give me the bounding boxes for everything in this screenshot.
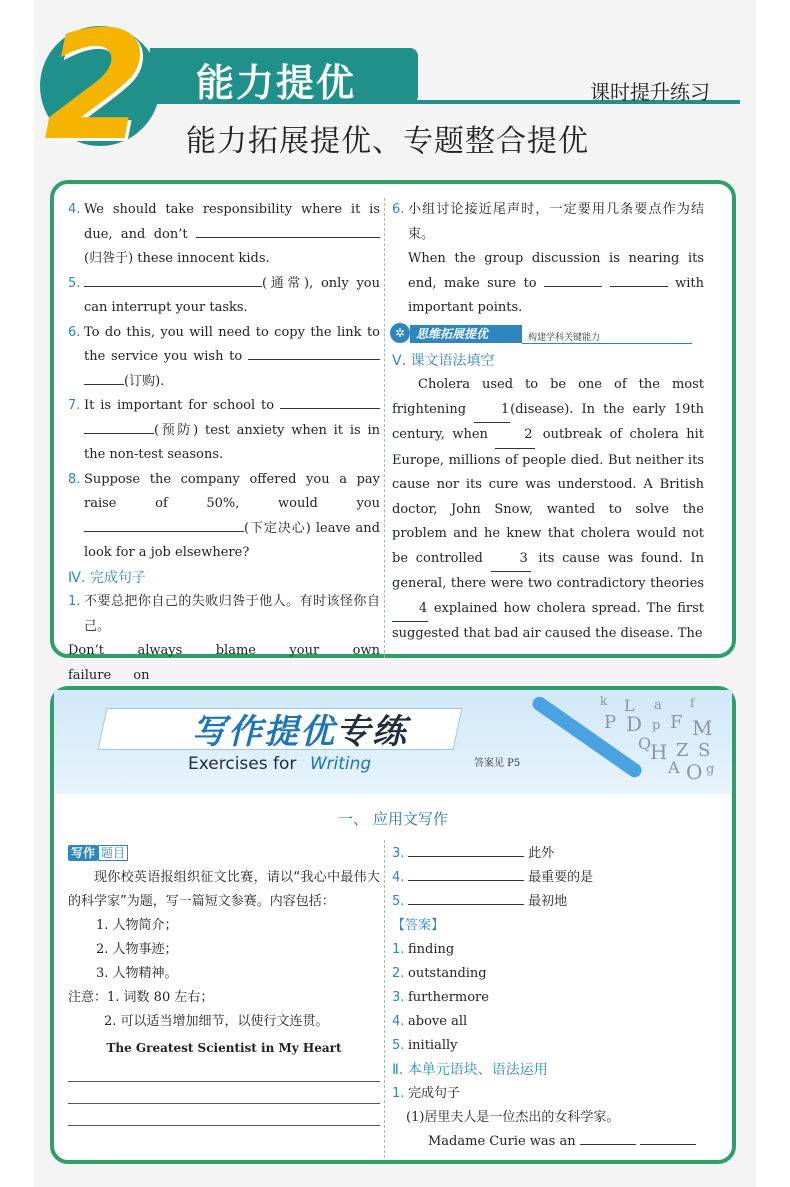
question-6-right [392, 198, 704, 247]
question-number: 8. [68, 471, 81, 487]
numbered-blank[interactable]: 2 [495, 423, 535, 449]
question-translation: When the group discussion is nearing its end, make sure to with important points. [408, 251, 704, 315]
content-item: 3. 人物精神。 [96, 966, 178, 981]
answer-label: 【答案】 [392, 918, 445, 933]
fill-item [392, 842, 712, 866]
question-6 [68, 321, 380, 395]
answer-item [392, 1010, 712, 1034]
left-column [68, 198, 380, 688]
content-item: 1. 人物简介； [96, 918, 178, 933]
question-number: 7. [68, 398, 81, 413]
cut-line: Don’t always blame your own failure on [68, 643, 380, 683]
item-number: 1. [392, 942, 405, 957]
fill-item [392, 890, 712, 914]
answer-blank[interactable] [580, 1131, 636, 1145]
question-4 [68, 198, 380, 272]
answer-blank[interactable] [640, 1131, 696, 1145]
question-text: 小组讨论接近尾声时，一定要用几条要点作为结束。 [408, 202, 704, 242]
note-1: 注意：1. 词数 80 左右； [68, 990, 214, 1005]
answer-text: finding [408, 942, 455, 957]
question-number: 6. [392, 202, 405, 217]
column-divider [384, 198, 385, 658]
answer-blank[interactable] [84, 518, 244, 532]
answer-blank[interactable] [196, 224, 380, 238]
writing-prompt: 现你校英语报组织征文比赛，请以“我心中最伟大的科学家”为题，写一篇短文参赛。内容包括： [68, 870, 380, 909]
answer-blank[interactable] [408, 843, 524, 857]
writing-right-column [392, 842, 712, 1154]
sentence-task [392, 1082, 712, 1106]
writing-left-column [68, 842, 380, 1126]
sentence-item-1 [68, 590, 380, 639]
fill-item [392, 866, 712, 890]
banner-rule [522, 343, 692, 344]
right-column [392, 198, 704, 647]
numbered-blank[interactable]: 4 [392, 597, 428, 623]
sentence-translation: Madame Curie was an [392, 1130, 712, 1154]
sentence-question: (1)居里夫人是一位杰出的女科学家。 [406, 1110, 620, 1125]
item-meaning: 最重要的是 [528, 870, 594, 885]
answer-reference: 答案见 P5 [474, 758, 521, 769]
section-heading-v: Ⅴ. 课文语法填空 [392, 352, 495, 369]
answer-text: initially [408, 1038, 458, 1053]
page-title: 能力提优 [196, 61, 357, 105]
item-number: 1. [68, 594, 81, 609]
writing-line[interactable] [68, 1104, 380, 1126]
question-text: It is important for school to (预防) test anxiety when it is in the non-test seasons. [84, 394, 380, 468]
section-heading-iv: Ⅳ. 完成句子 [68, 569, 146, 586]
answer-blank[interactable] [84, 273, 262, 287]
answer-blank[interactable] [84, 420, 154, 434]
essay-title: The Greatest Scientist in My Heart [106, 1041, 342, 1055]
gear-icon: ✲ [390, 323, 410, 343]
question-text: (通常), only you can interrupt your tasks. [84, 272, 380, 321]
question-number: 4. [68, 202, 81, 217]
question-text: We should take responsibility where it is due, and don’t (归咎于) these innocent kids. [84, 202, 380, 266]
grammar-passage: Cholera used to be one of the most frightening 1(disease). In the early 19th century, when 2 outbreak of cholera hit Europe, millions of people died. But neither its cause nor its cure was understood. A British doctor, John Snow, wanted to solve the problem and he knew that cholera would not be controlled 3 its cause was found. In general, there were two contradictory theories 4 explained how cholera spread. The first suggested that bad air caused the disease. The [392, 377, 704, 641]
answer-blank[interactable] [544, 273, 602, 287]
answer-item [392, 962, 712, 986]
question-number: 6. [68, 324, 81, 340]
thinking-banner [388, 323, 704, 345]
writing-en-title: Exercises for [188, 754, 297, 774]
answer-text: furthermore [408, 990, 489, 1005]
item-meaning: 此外 [528, 846, 555, 861]
answer-blank[interactable] [408, 867, 524, 881]
answer-item [392, 986, 712, 1010]
writing-tag-label: 写作 [68, 845, 98, 861]
question-text: Suppose the company offered you a pay raise of 50%, would you (下定决心) leave and look for a job elsewhere? [84, 471, 380, 560]
task-title: 完成句子 [408, 1086, 461, 1101]
section-heading-ii: Ⅱ. 本单元语块、语法运用 [392, 1062, 548, 1078]
writing-banner [54, 690, 732, 794]
letters-decoration: k L a f P D p F M Q H Z S A O g [600, 694, 715, 784]
numbered-blank[interactable]: 3 [491, 547, 531, 573]
banner-title: 思维拓展提优 [410, 325, 522, 343]
answer-blank[interactable] [610, 273, 668, 287]
question-number: 5. [68, 275, 81, 291]
numbered-blank[interactable]: 1 [474, 398, 510, 424]
writing-title: 写作提优专练 [192, 712, 408, 752]
answer-item [392, 1034, 712, 1058]
exercise-panel [50, 180, 736, 683]
answer-text: outstanding [408, 966, 487, 981]
note-2: 2. 可以适当增加细节，以使行文连贯。 [104, 1014, 329, 1029]
column-divider [384, 840, 385, 1158]
question-8 [68, 468, 380, 566]
item-number: 5. [392, 894, 405, 909]
answer-item [392, 938, 712, 962]
writing-panel [50, 686, 736, 1164]
answer-blank[interactable] [280, 395, 380, 409]
writing-line[interactable] [68, 1082, 380, 1104]
answer-blank[interactable] [248, 346, 380, 360]
item-text: 不要总把你自己的失败归咎于他人。有时该怪你自己。 [84, 594, 380, 634]
item-number: 1. [392, 1086, 405, 1101]
answer-blank[interactable] [84, 371, 124, 385]
answer-blank[interactable] [408, 891, 524, 905]
item-number: 2. [392, 966, 405, 981]
item-number: 3. [392, 990, 405, 1005]
writing-en-title-accent: Writing [310, 754, 372, 774]
writing-line[interactable] [68, 1060, 380, 1082]
item-number: 4. [392, 870, 405, 885]
answer-text: above all [408, 1014, 468, 1029]
item-meaning: 最初地 [528, 894, 568, 909]
item-number: 5. [392, 1038, 405, 1053]
question-5 [68, 272, 380, 321]
question-text: To do this, you will need to copy the link to the service you wish to (订购). [84, 324, 380, 389]
section-tag: 课时提升练习 [590, 80, 710, 104]
writing-tag [68, 842, 380, 866]
section-heading-1: 一、 应用文写作 [338, 810, 448, 828]
topic-tag-label: 题目 [98, 845, 128, 861]
item-number: 3. [392, 846, 405, 861]
content-item: 2. 人物事迹； [96, 942, 178, 957]
item-number: 4. [392, 1014, 405, 1029]
section-number: 2 [44, 0, 149, 174]
question-7 [68, 394, 380, 468]
page-subtitle: 能力拓展提优、专题整合提优 [186, 124, 589, 159]
banner-subtitle: 构建学科关键能力 [528, 332, 601, 343]
